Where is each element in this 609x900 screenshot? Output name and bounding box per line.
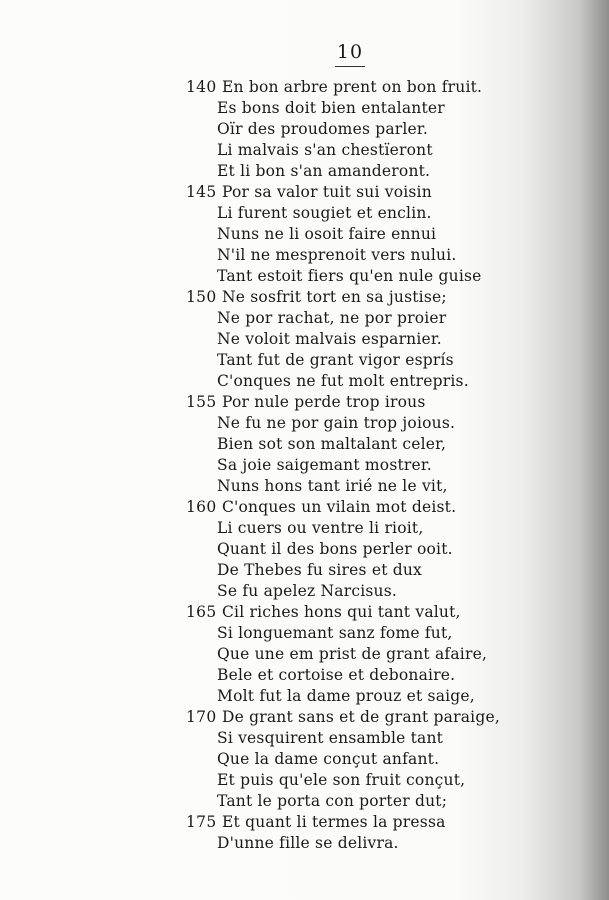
verse-text: Si vesquirent ensamble tant [217,729,444,747]
verse-text: Li malvais s'an chestïeront [217,141,433,159]
verse-line [0,539,520,560]
page-number: 10 [336,41,364,63]
verse-line [0,833,520,854]
verse-line [0,581,520,602]
verse-line [0,203,520,224]
verse-line [0,287,520,308]
verse-number: 175 [186,813,217,831]
verse-number: 165 [186,603,217,621]
verse-number: 155 [186,393,217,411]
verse-line [0,518,520,539]
verse-line [0,812,520,833]
verse-list [0,77,520,854]
verse-text: De grant sans et de grant paraige, [222,708,500,726]
verse-line [0,119,520,140]
verse-text: Por sa valor tuit sui voisin [222,183,432,201]
verse-text: Molt fut la dame prouz et saige, [217,687,475,705]
verse-number: 160 [186,498,217,516]
verse-line [0,140,520,161]
verse-text: Tant le porta con porter dut; [217,792,448,810]
verse-line [0,77,520,98]
verse-text: Se fu apelez Narcisus. [217,582,397,600]
verse-text: En bon arbre prent on bon fruit. [222,78,483,96]
verse-line [0,749,520,770]
verse-text: Que la dame conçut anfant. [217,750,440,768]
verse-text: Que une em prist de grant afaire, [217,645,488,663]
verse-text: Es bons doit bien entalanter [217,99,445,117]
verse-line [0,308,520,329]
verse-line [0,623,520,644]
verse-line [0,98,520,119]
verse-number: 140 [186,78,217,96]
verse-text: Ne voloit malvais esparnier. [217,330,442,348]
verse-text: Nuns ne li osoit faire ennui [217,225,437,243]
verse-line [0,392,520,413]
verse-text: Ne fu ne por gain trop joious. [217,414,456,432]
verse-text: Et quant li termes la pressa [222,813,446,831]
verse-line [0,770,520,791]
verse-number: 150 [186,288,217,306]
verse-text: De Thebes fu sires et dux [217,561,422,579]
verse-line [0,350,520,371]
verse-text: Li cuers ou ventre li rioit, [217,519,424,537]
verse-line [0,602,520,623]
verse-line [0,560,520,581]
verse-line [0,707,520,728]
verse-line [0,329,520,350]
verse-line [0,413,520,434]
verse-line [0,791,520,812]
verse-text: Quant il des bons perler ooit. [217,540,453,558]
verse-text: Et puis qu'ele son fruit conçut, [217,771,466,789]
verse-text: N'il ne mesprenoit vers nului. [217,246,457,264]
verse-line [0,266,520,287]
verse-text: Ne por rachat, ne por proier [217,309,447,327]
verse-line [0,665,520,686]
verse-line [0,497,520,518]
verse-line [0,455,520,476]
verse-line [0,476,520,497]
verse-text: C'onques ne fut molt entrepris. [217,372,469,390]
verse-line [0,245,520,266]
verse-text: Et li bon s'an amanderont. [217,162,431,180]
verse-text: Bele et cortoise et debonaire. [217,666,456,684]
verse-number: 145 [186,183,217,201]
verse-text: Tant fut de grant vigor esprís [217,351,454,369]
page-number-underline [335,66,365,67]
verse-line [0,434,520,455]
verse-text: Por nule perde trop irous [222,393,426,411]
verse-text: Tant estoit fiers qu'en nule guise [217,267,482,285]
verse-line [0,371,520,392]
verse-line [0,182,520,203]
verse-text: Nuns hons tant irié ne le vit, [217,477,448,495]
verse-text: Oïr des proudomes parler. [217,120,428,138]
verse-text: Sa joie saigemant mostrer. [217,456,432,474]
verse-text: C'onques un vilain mot deist. [222,498,457,516]
verse-text: Bien sot son maltalant celer, [217,435,447,453]
verse-text: Li furent sougiet et enclin. [217,204,432,222]
verse-line [0,644,520,665]
verse-number: 170 [186,708,217,726]
verse-text: Cil riches hons qui tant valut, [222,603,461,621]
verse-text: Si longuemant sanz fome fut, [217,624,453,642]
verse-line [0,728,520,749]
verse-text: Ne sosfrit tort en sa justise; [222,288,447,306]
verse-text: D'unne fille se delivra. [217,834,399,852]
verse-line [0,686,520,707]
verse-line [0,161,520,182]
verse-line [0,224,520,245]
